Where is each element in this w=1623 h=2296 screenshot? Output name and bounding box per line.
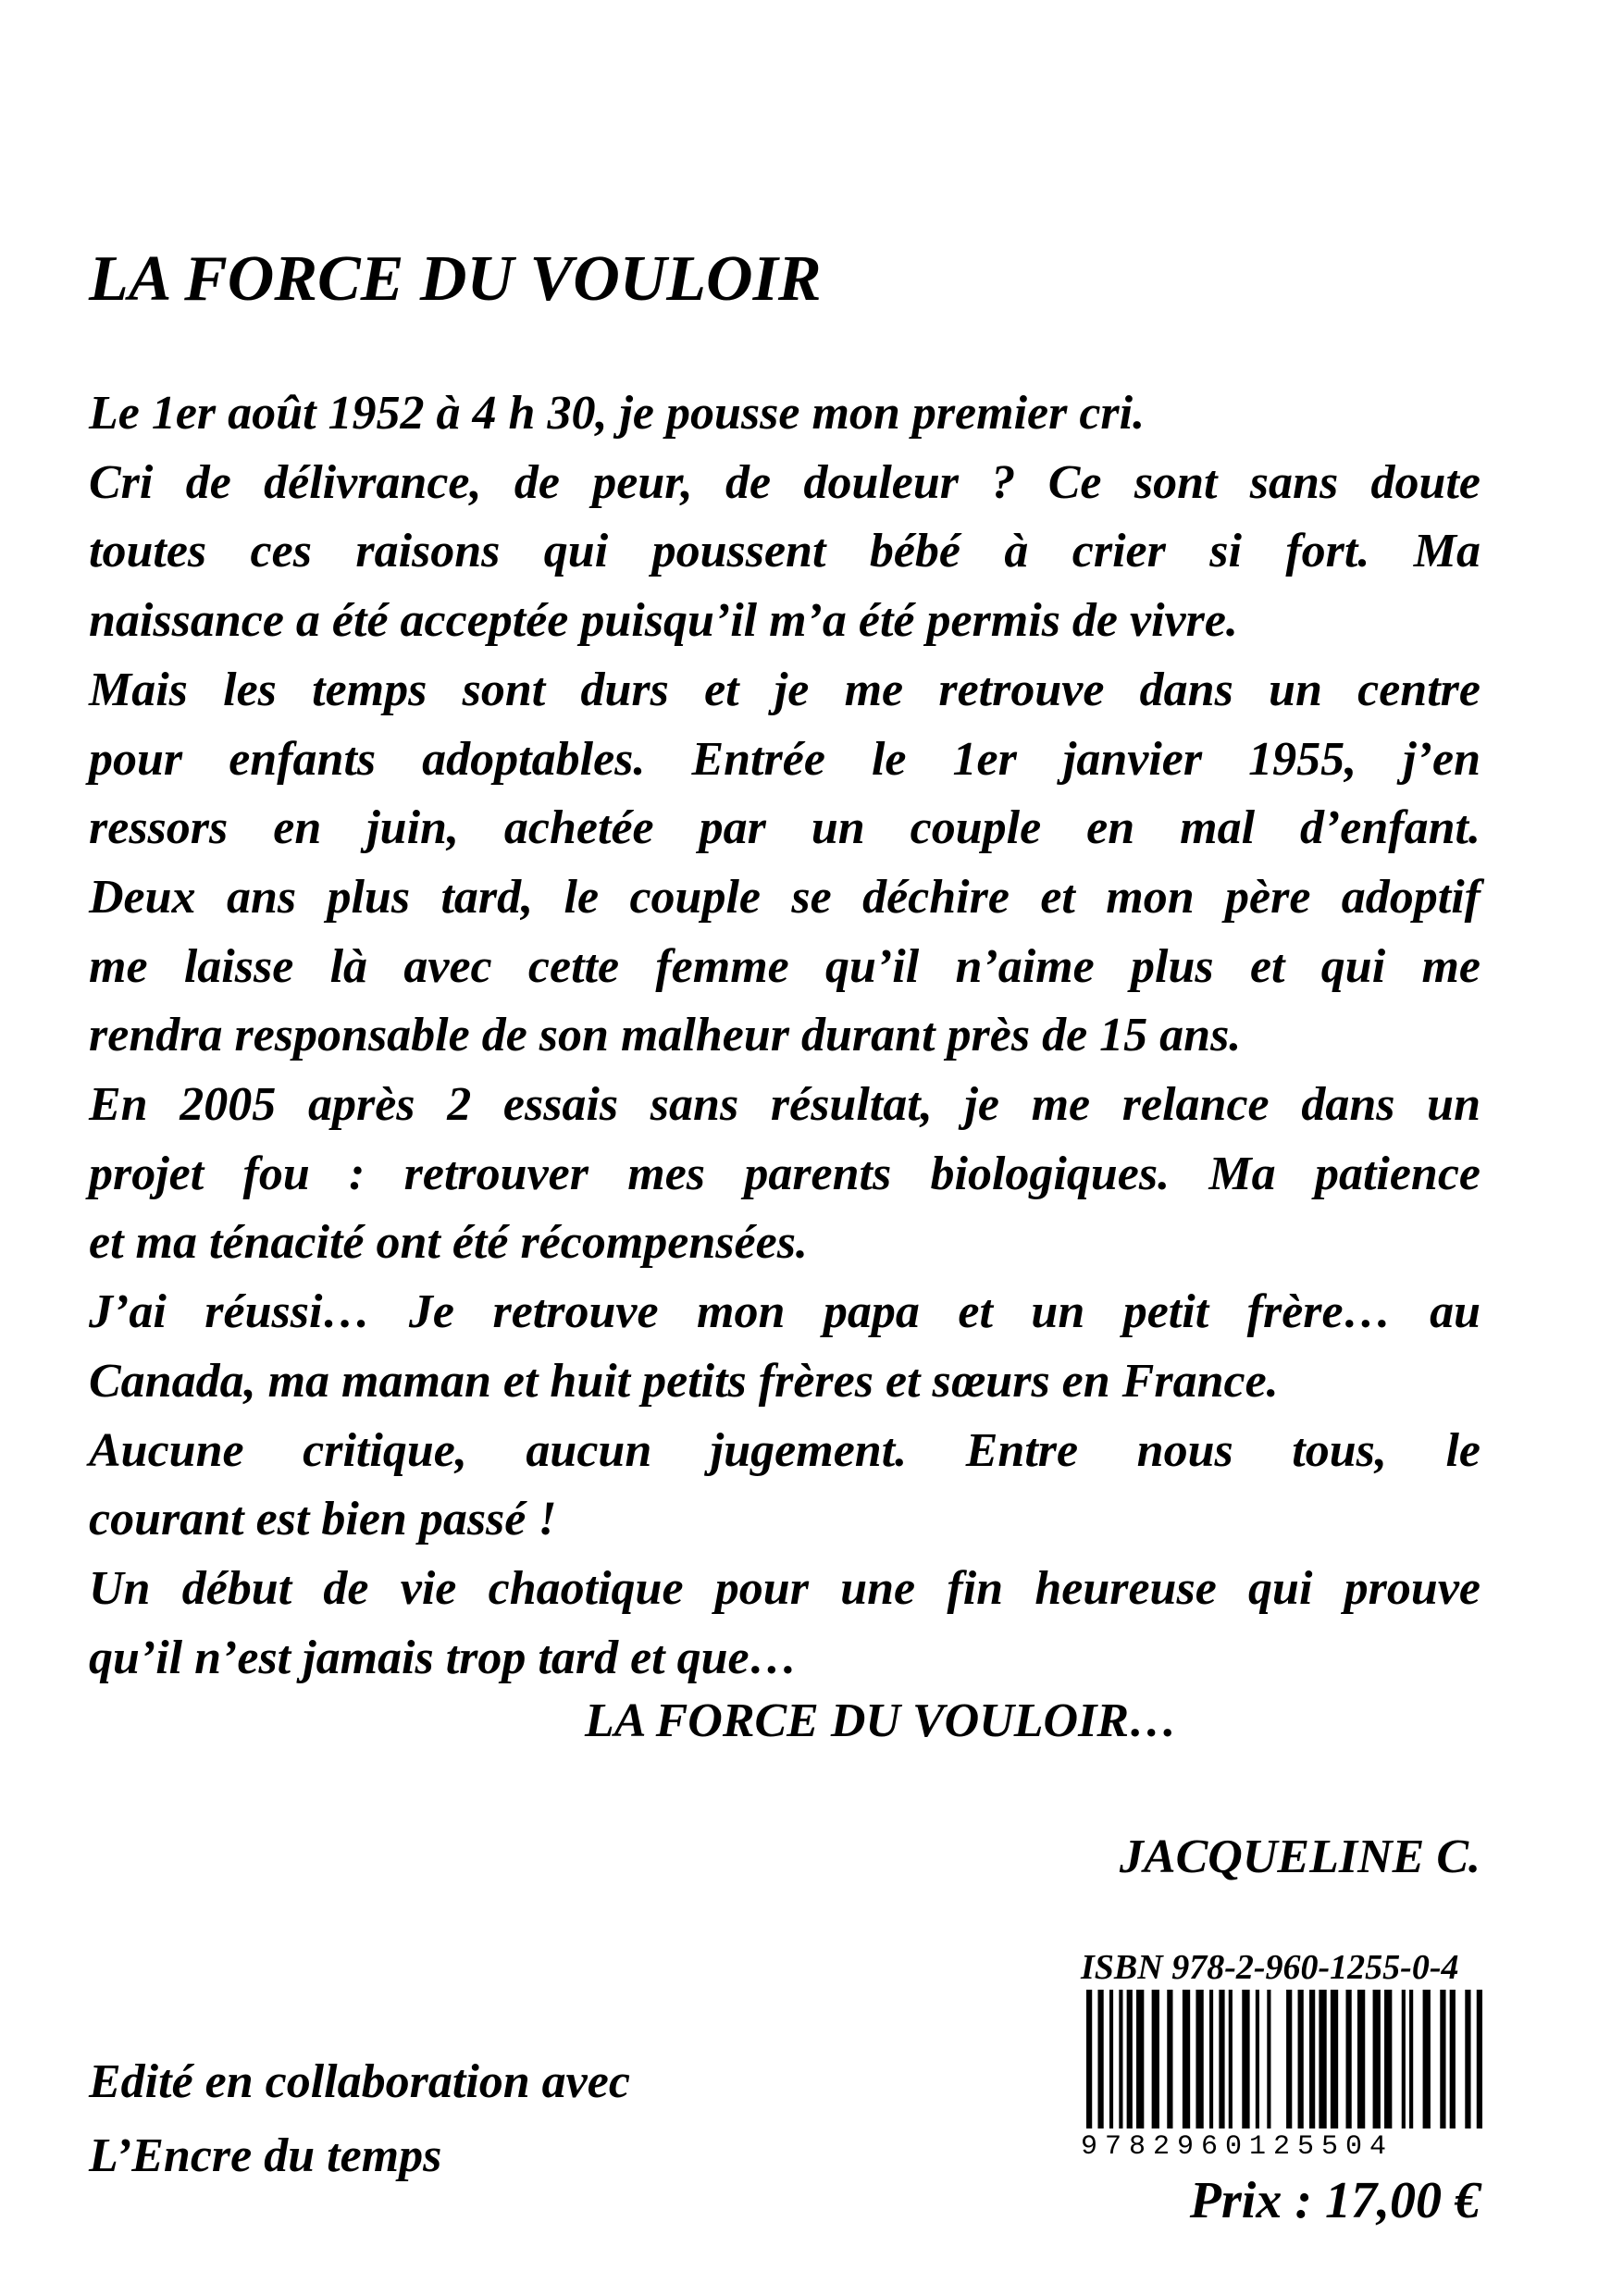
summary-line: courant est bien passé ! [89, 1493, 557, 1546]
summary-line: Canada, ma maman et huit petits frères et sœurs en France. [89, 1354, 1279, 1408]
barcode-bar [1267, 1990, 1270, 2128]
summary-line: naissance a été acceptée puisqu’il m’a été permis de vivre. [89, 594, 1238, 648]
price-label: Prix : 17,00 € [1189, 2172, 1481, 2229]
barcode-bar [1152, 1990, 1159, 2128]
barcode-bar [1402, 1990, 1406, 2128]
summary-line: En 2005 après 2 essais sans résultat, je me relance dans un [89, 1078, 1481, 1132]
barcode-bar [1286, 1990, 1292, 2128]
barcode-bar [1319, 1990, 1326, 2128]
barcode-bar [1229, 1990, 1233, 2128]
barcode-bar [1109, 1990, 1113, 2128]
barcode-bar [1331, 1990, 1338, 2128]
barcode-bar [1167, 1990, 1172, 2128]
barcode-bar [1256, 1990, 1259, 2128]
summary-line: J’ai réussi… Je retrouve mon papa et un petit frère… au [89, 1285, 1481, 1339]
summary-line: toutes ces raisons qui poussent bébé à crier si fort. Ma [89, 525, 1481, 578]
barcode-bar [1183, 1990, 1190, 2128]
summary-line: Aucune critique, aucun jugement. Entre nous tous, le [89, 1423, 1481, 1477]
summary-line: Cri de délivrance, de peur, de douleur ? Ce sont sans doute [89, 455, 1481, 509]
closing-tagline: LA FORCE DU VOULOIR… [585, 1694, 1177, 1747]
barcode-bar [1440, 1990, 1445, 2128]
summary-line: qu’il n’est jamais trop tard et que… [89, 1631, 798, 1684]
barcode-bar [1477, 1990, 1482, 2128]
barcode-bar [1465, 1990, 1470, 2128]
barcode-bar [1086, 1990, 1092, 2128]
barcode-bar [1423, 1990, 1431, 2128]
barcode-bar [1097, 1990, 1103, 2128]
barcode [1081, 1990, 1488, 2128]
publisher-line: Edité en collaboration avec [89, 2055, 630, 2108]
publisher-credit [89, 2045, 630, 2193]
summary-text [89, 379, 1481, 1693]
summary-line: pour enfants adoptables. Entrée le 1er janvier 1955, j’en [89, 732, 1481, 786]
barcode-bar [1219, 1990, 1224, 2128]
summary-line: Le 1er août 1952 à 4 h 30, je pousse mon premier cri. [89, 387, 1146, 440]
publisher-name: L’Encre du temps [89, 2129, 442, 2182]
barcode-bar [1242, 1990, 1249, 2128]
barcode-bar [1450, 1990, 1456, 2128]
summary-line: Deux ans plus tard, le couple se déchire et mon père adoptif [89, 870, 1481, 924]
barcode-bars [1081, 1990, 1488, 2128]
isbn-label: ISBN 978-2-960-1255-0-4 [1081, 1948, 1459, 1987]
summary-line: Mais les temps sont durs et je me retrouve dans un centre [89, 663, 1481, 716]
barcode-bar [1136, 1990, 1144, 2128]
barcode-bar [1127, 1990, 1133, 2128]
barcode-bar [1119, 1990, 1122, 2128]
barcode-digits: 9782960125504 [1081, 2131, 1394, 2163]
barcode-bar [1409, 1990, 1413, 2128]
summary-line: et ma ténacité ont été récompensées. [89, 1216, 808, 1270]
barcode-bar [1196, 1990, 1203, 2128]
barcode-bar [1298, 1990, 1304, 2128]
barcode-bar [1209, 1990, 1213, 2128]
author-name: JACQUELINE C. [1119, 1831, 1481, 1883]
summary-line: rendra responsable de son malheur durant près de 15 ans. [89, 1009, 1242, 1062]
summary-line: Un début de vie chaotique pour une fin heureuse qui prouve [89, 1561, 1481, 1615]
book-title: LA FORCE DU VOULOIR [89, 243, 822, 315]
barcode-bar [1373, 1990, 1381, 2128]
summary-line: ressors en juin, achetée par un couple en mal d’enfant. [89, 801, 1481, 855]
barcode-bar [1384, 1990, 1392, 2128]
barcode-bar [1345, 1990, 1351, 2128]
summary-line: projet fou : retrouver mes parents biologiques. Ma patience [89, 1147, 1481, 1200]
barcode-bar [1309, 1990, 1315, 2128]
barcode-bar [1357, 1990, 1365, 2128]
summary-line: me laisse là avec cette femme qu’il n’aime plus et qui me [89, 939, 1481, 993]
